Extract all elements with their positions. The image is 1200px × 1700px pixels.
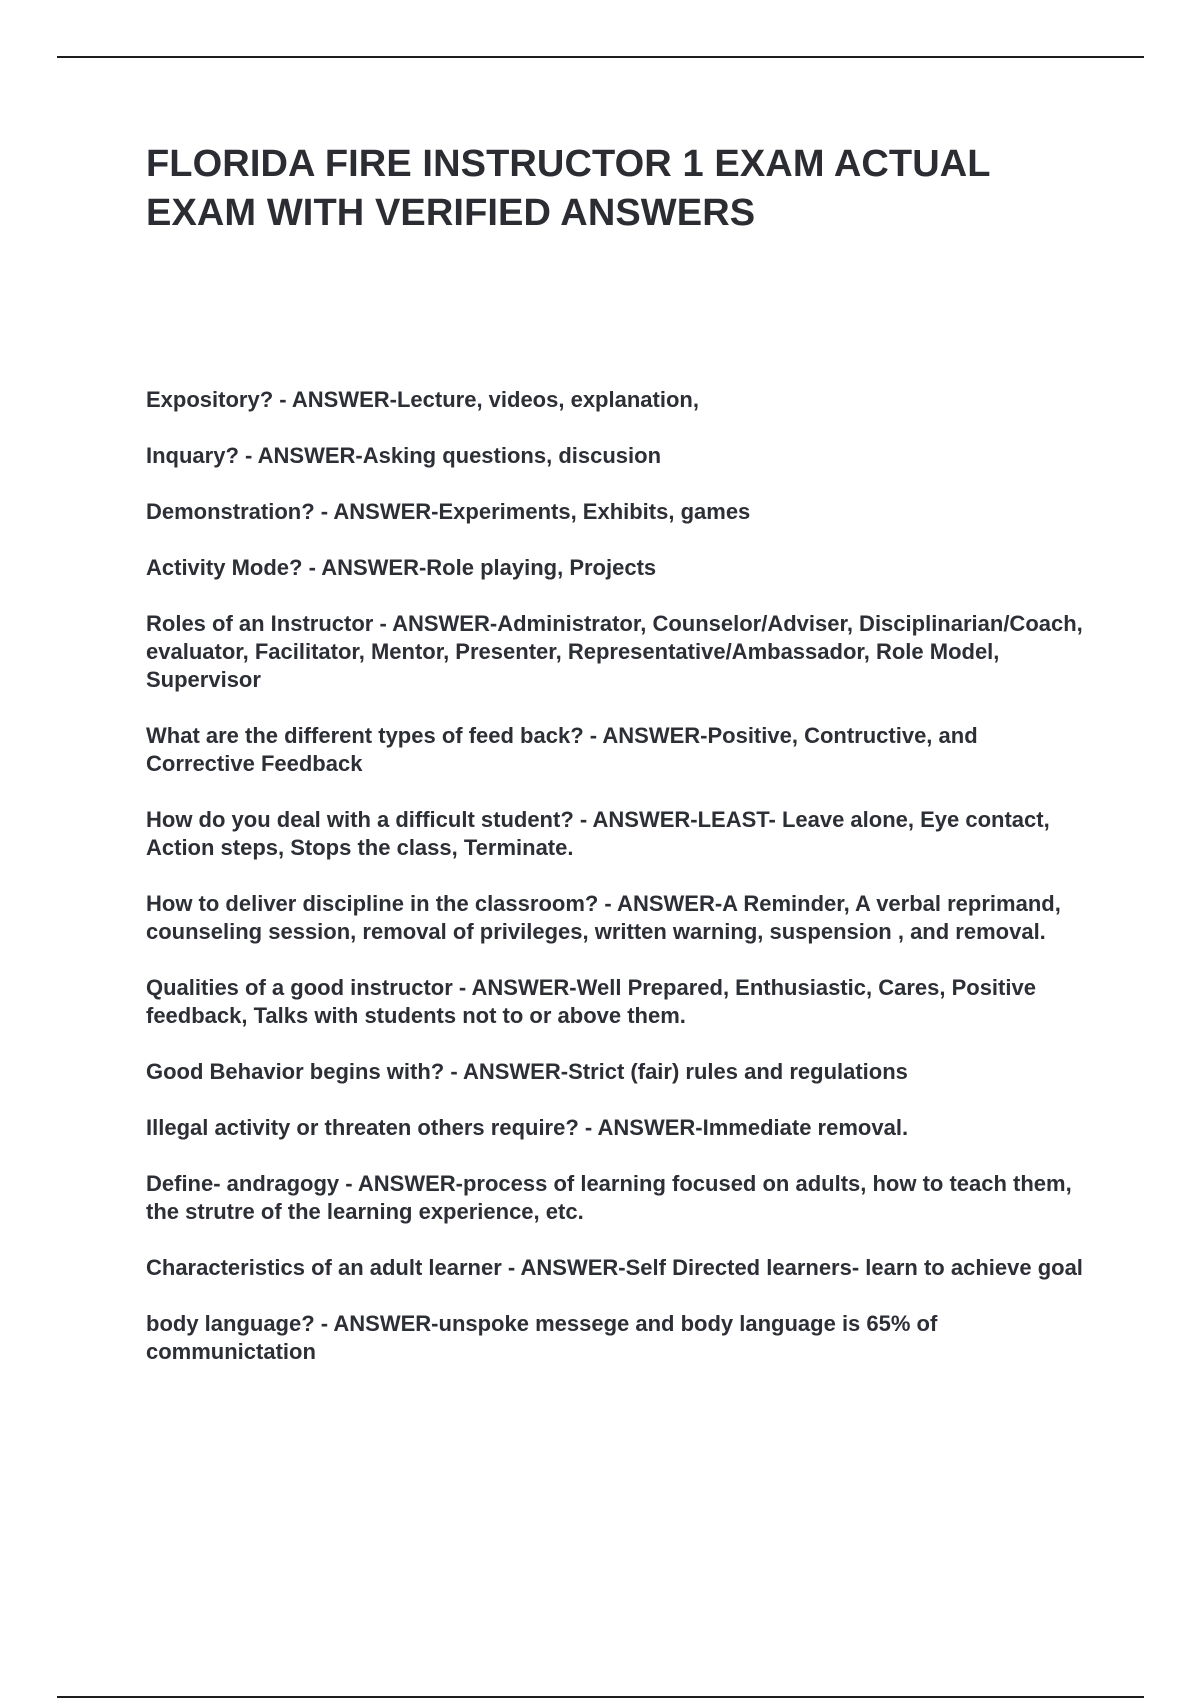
qa-item-illegal-activity: Illegal activity or threaten others require? - ANSWER-Immediate removal. [146,1115,909,1140]
top-rule [57,56,1144,58]
qa-item-expository: Expository? - ANSWER-Lecture, videos, explanation, [146,387,699,412]
qa-item-feedback-types: What are the different types of feed back? - ANSWER-Positive, Contructive, and Corrective Feedback [146,723,978,776]
qa-item-demonstration: Demonstration? - ANSWER-Experiments, Exhibits, games [146,499,751,524]
qa-item-body-language: body language? - ANSWER-unspoke messege and body language is 65% of communictation [146,1311,938,1364]
qa-item-deliver-discipline: How to deliver discipline in the classroom? - ANSWER-A Reminder, A verbal reprimand, counseling session, removal of privileges, written warning, suspension , and removal. [146,891,1061,944]
bottom-rule [57,1696,1144,1698]
qa-item-adult-learner: Characteristics of an adult learner - ANSWER-Self Directed learners- learn to achieve goal [146,1255,1083,1280]
page-title: FLORIDA FIRE INSTRUCTOR 1 EXAM ACTUAL EXAM WITH VERIFIED ANSWERS [146,143,990,234]
qa-item-activity-mode: Activity Mode? - ANSWER-Role playing, Projects [146,555,657,580]
qa-item-good-behavior: Good Behavior begins with? - ANSWER-Strict (fair) rules and regulations [146,1059,908,1084]
qa-item-good-instructor-qualities: Qualities of a good instructor - ANSWER-Well Prepared, Enthusiastic, Cares, Positive feedback, Talks with students not to or above them. [146,975,1036,1028]
qa-item-roles-of-instructor: Roles of an Instructor - ANSWER-Administrator, Counselor/Adviser, Disciplinarian/Coach, evaluator, Facilitator, Mentor, Presenter, Representative/Ambassador, Role Model, Supervisor [146,611,1083,692]
qa-list [146,386,1091,1394]
qa-item-andragogy: Define- andragogy - ANSWER-process of learning focused on adults, how to teach them, the strutre of the learning experience, etc. [146,1171,1072,1224]
qa-item-difficult-student: How do you deal with a difficult student? - ANSWER-LEAST- Leave alone, Eye contact, Action steps, Stops the class, Terminate. [146,807,1050,860]
qa-item-inquiry: Inquary? - ANSWER-Asking questions, discusion [146,443,662,468]
